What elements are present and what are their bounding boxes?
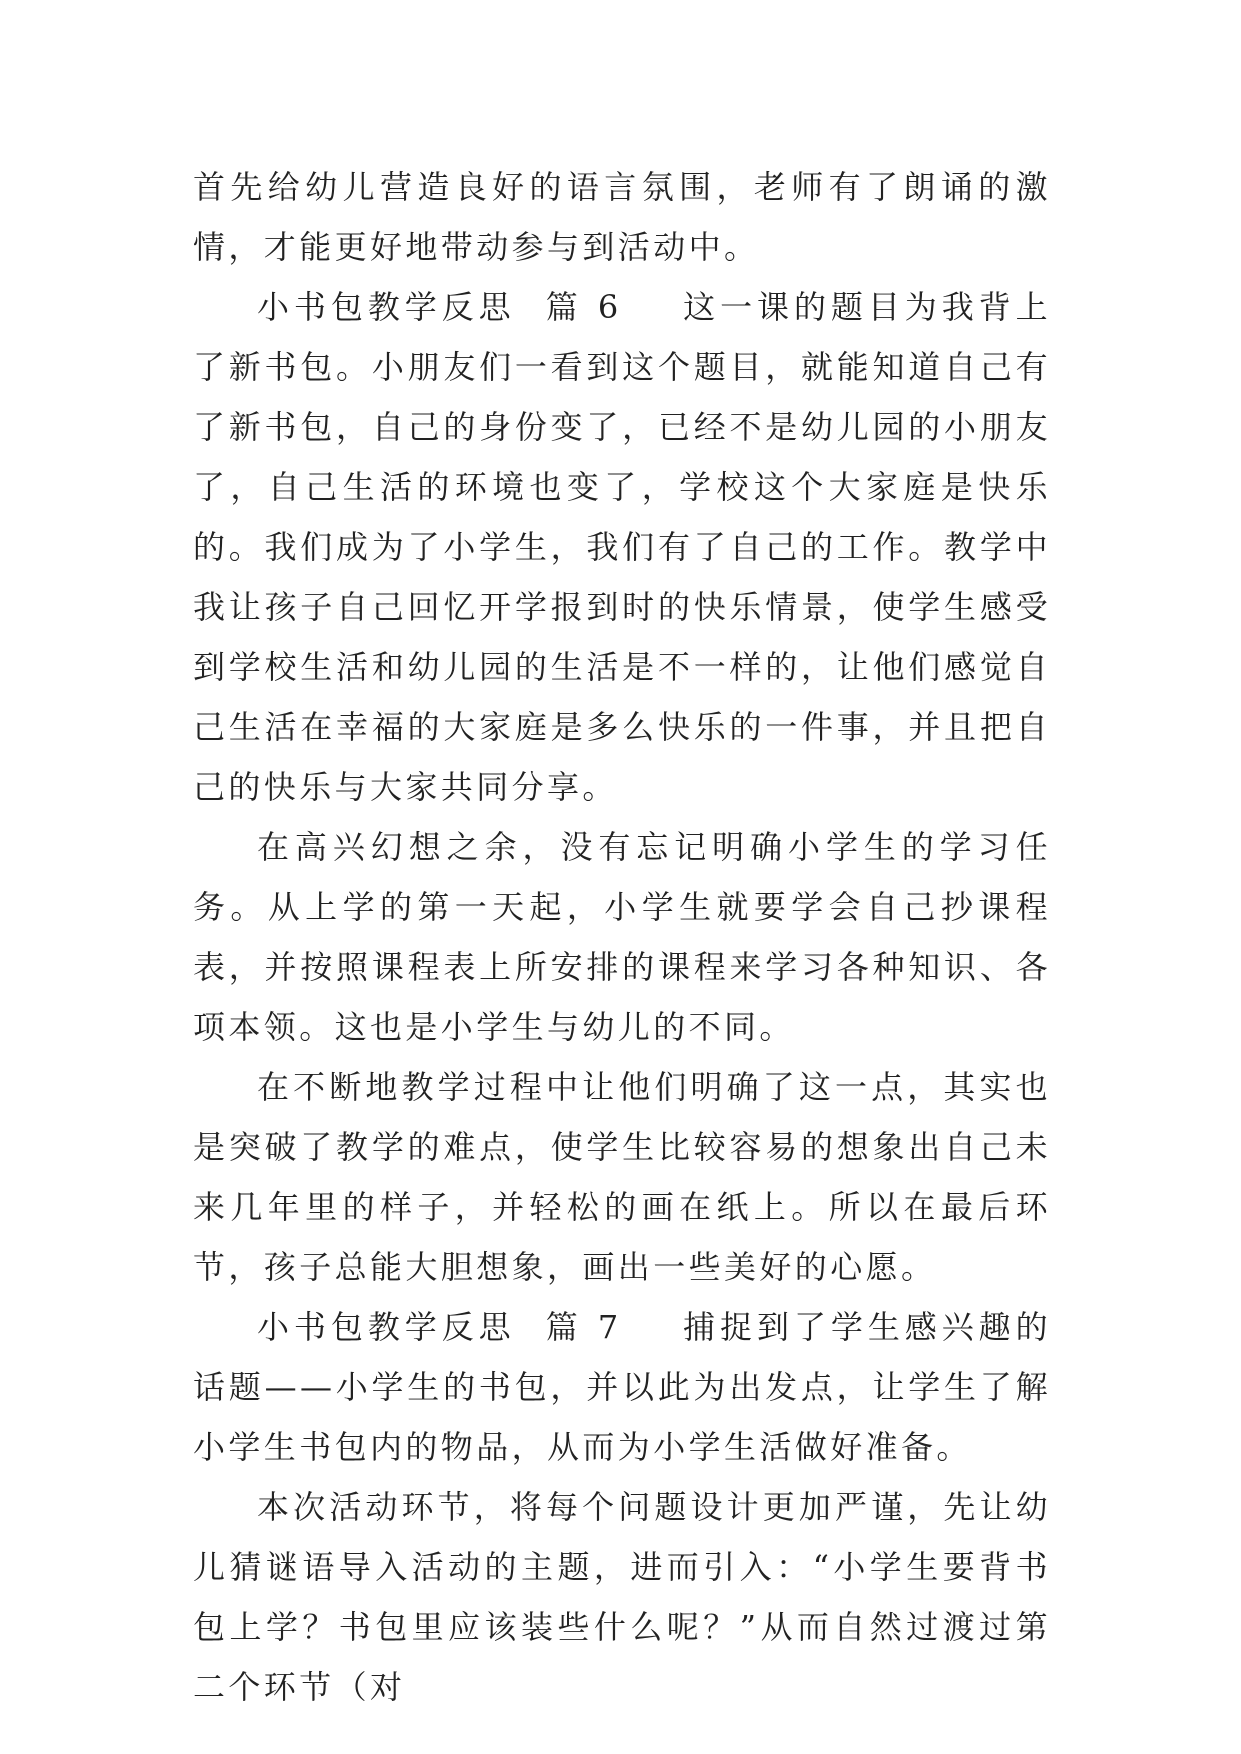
paragraph-text: 捕捉到了学生感兴趣的话题——小学生的书包，并以此为出发点，让学生了解小学生书包内的物品，从而为小学生活做好准备。 <box>193 1308 1051 1466</box>
paragraph-6 <box>193 1477 1051 1717</box>
paragraph-1 <box>193 157 1051 277</box>
paragraph-3 <box>193 817 1051 1057</box>
paragraph-text: 在高兴幻想之余，没有忘记明确小学生的学习任务。从上学的第一天起，小学生就要学会自己抄课程表，并按照课程表上所安排的课程来学习各种知识、各项本领。这也是小学生与幼儿的不同。 <box>193 828 1051 1046</box>
paragraph-5 <box>193 1297 1051 1477</box>
paragraph-text: 这一课的题目为我背上了新书包。小朋友们一看到这个题目，就能知道自己有了新书包，自己的身份变了，已经不是幼儿园的小朋友了，自己生活的环境也变了，学校这个大家庭是快乐的。我们成为了小学生，我们有了自己的工作。教学中我让孩子自己回忆开学报到时的快乐情景，使学生感受到学校生活和幼儿园的生活是不一样的，让他们感觉自己生活在幸福的大家庭是多么快乐的一件事，并且把自己的快乐与大家共同分享。 <box>193 288 1051 806</box>
paragraph-2 <box>193 277 1051 817</box>
document-body <box>193 157 1051 1717</box>
paragraph-text: 首先给幼儿营造良好的语言氛围，老师有了朗诵的激情，才能更好地带动参与到活动中。 <box>193 168 1051 266</box>
paragraph-text: 在不断地教学过程中让他们明确了这一点，其实也是突破了教学的难点，使学生比较容易的想象出自己未来几年里的样子，并轻松的画在纸上。所以在最后环节，孩子总能大胆想象，画出一些美好的心愿。 <box>193 1068 1051 1286</box>
section-heading-7: 小书包教学反思 篇 7 <box>257 1308 622 1346</box>
paragraph-4 <box>193 1057 1051 1297</box>
section-heading-6: 小书包教学反思 篇 6 <box>257 288 622 326</box>
paragraph-text: 本次活动环节，将每个问题设计更加严谨，先让幼儿猜谜语导入活动的主题，进而引入：“小学生要背书包上学？书包里应该装些什么呢？”从而自然过渡过第二个环节（对 <box>193 1488 1051 1706</box>
